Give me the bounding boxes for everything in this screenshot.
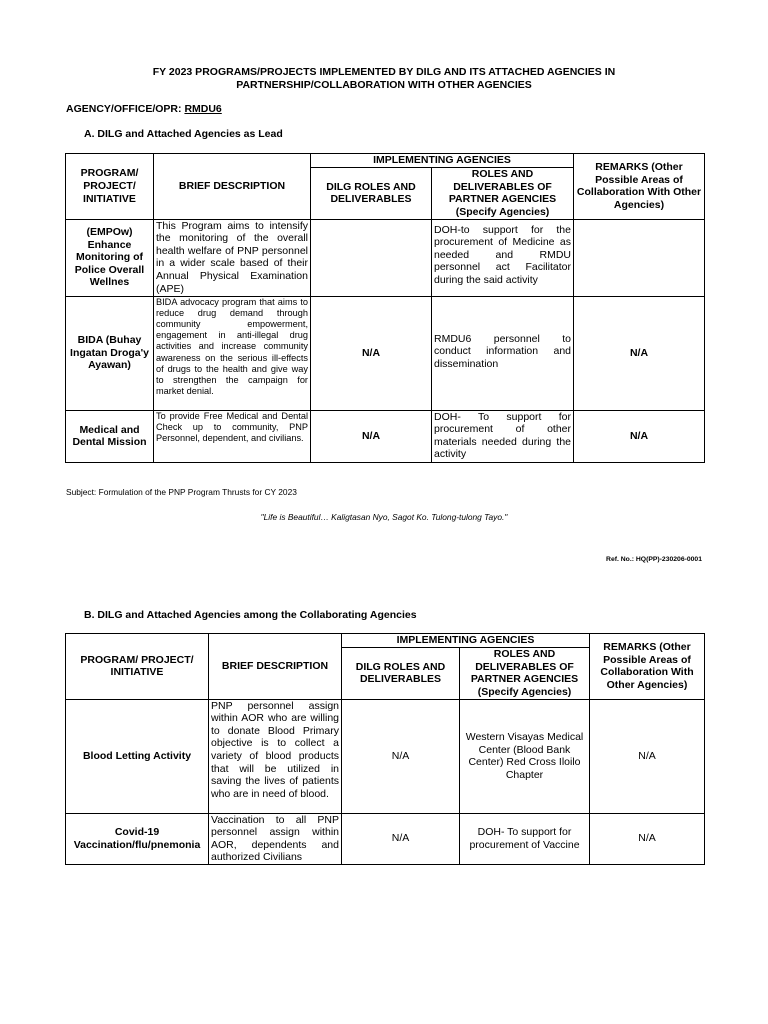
header-program: PROGRAM/ PROJECT/ INITIATIVE — [66, 634, 209, 700]
dilg-cell — [311, 219, 432, 296]
table-b — [65, 633, 705, 865]
motto: "Life is Beautiful… Kaligtasan Nyo, Sagot Ko. Tulong-tulong Tayo." — [260, 512, 508, 522]
header-program: PROGRAM/ PROJECT/ INITIATIVE — [66, 154, 154, 220]
header-remarks: REMARKS (Other Possible Areas of Collaboration With Other Agencies) — [574, 154, 705, 220]
remarks-cell — [574, 219, 705, 296]
header-partner-roles — [460, 647, 590, 699]
partner-cell: RMDU6 personnel to conduct information and dissemination — [432, 296, 574, 410]
specify-label: (Specify Agencies) — [477, 685, 572, 698]
brief-cell: PNP personnel assign within AOR who are willing to donate Blood Primary objective is to collect a variety of blood products that will be utilized in saving the lives of patients who are in need of blood. — [209, 699, 342, 813]
subject-line: Subject: Formulation of the PNP Program Thrusts for CY 2023 — [66, 487, 297, 497]
title-line-1: FY 2023 PROGRAMS/PROJECTS IMPLEMENTED BY DILG AND ITS ATTACHED AGENCIES IN — [152, 66, 616, 78]
table-row — [66, 699, 705, 813]
remarks-cell: N/A — [574, 296, 705, 410]
dilg-cell: N/A — [342, 699, 460, 813]
document-title — [0, 66, 768, 92]
partner-cell: DOH-to support for the procurement of Medicine as needed and RMDU personnel act Facilitator during the said activity — [432, 219, 574, 296]
remarks-cell: N/A — [574, 410, 705, 462]
program-cell: Covid-19 Vaccination/flu/pnemonia — [66, 813, 209, 864]
dilg-cell: N/A — [311, 410, 432, 462]
table-a — [65, 153, 705, 463]
partner-roles-label: ROLES AND DELIVERABLES OF PARTNER AGENCIES — [470, 647, 579, 686]
dilg-cell: N/A — [311, 296, 432, 410]
header-partner-roles — [432, 167, 574, 219]
header-brief: BRIEF DESCRIPTION — [154, 154, 311, 220]
brief-cell: This Program aims to intensify the monitoring of the overall health welfare of PNP personnel in a wider scale based of their Annual Physical Examination (APE) — [154, 219, 311, 296]
remarks-cell: N/A — [590, 699, 705, 813]
title-line-2: PARTNERSHIP/COLLABORATION WITH OTHER AGENCIES — [236, 79, 532, 91]
section-a-heading: A. DILG and Attached Agencies as Lead — [84, 128, 283, 140]
program-cell: Blood Letting Activity — [66, 699, 209, 813]
table-row — [66, 410, 705, 462]
reference-number: Ref. No.: HQ(PP)-230206-0001 — [606, 556, 702, 563]
header-implementing: IMPLEMENTING AGENCIES — [342, 634, 590, 648]
brief-cell: BIDA advocacy program that aims to reduce drug demand through community empowerment, engagement in anti-illegal drug activities and increase community awareness on the serious ill-effects of drugs to the health and give way to strengthen the campaign for market denial. — [154, 296, 311, 410]
agency-line — [66, 103, 222, 115]
specify-label: (Specify Agencies) — [455, 205, 550, 218]
brief-cell: Vaccination to all PNP personnel assign within AOR, dependents and authorized Civilians — [209, 813, 342, 864]
header-implementing: IMPLEMENTING AGENCIES — [311, 154, 574, 168]
partner-cell: Western Visayas Medical Center (Blood Bank Center) Red Cross Iloilo Chapter — [460, 699, 590, 813]
header-dilg-roles: DILG ROLES AND DELIVERABLES — [342, 647, 460, 699]
brief-cell: To provide Free Medical and Dental Check up to community, PNP Personnel, dependent, and civilians. — [154, 410, 311, 462]
partner-cell: DOH- To support for procurement of other materials needed during the activity — [432, 410, 574, 462]
table-row — [66, 813, 705, 864]
partner-cell: DOH- To support for procurement of Vaccine — [460, 813, 590, 864]
program-cell: BIDA (Buhay Ingatan Droga'y Ayawan) — [66, 296, 154, 410]
header-remarks: REMARKS (Other Possible Areas of Collaboration With Other Agencies) — [590, 634, 705, 700]
table-row — [66, 219, 705, 296]
program-cell: (EMPOw) Enhance Monitoring of Police Overall Wellnes — [66, 219, 154, 296]
program-cell: Medical and Dental Mission — [66, 410, 154, 462]
table-row — [66, 296, 705, 410]
header-dilg-roles: DILG ROLES AND DELIVERABLES — [311, 167, 432, 219]
remarks-cell: N/A — [590, 813, 705, 864]
partner-roles-label: ROLES AND DELIVERABLES OF PARTNER AGENCIES — [448, 167, 557, 206]
header-brief: BRIEF DESCRIPTION — [209, 634, 342, 700]
agency-label: AGENCY/OFFICE/OPR: — [66, 103, 182, 115]
dilg-cell: N/A — [342, 813, 460, 864]
agency-value: RMDU6 — [184, 103, 222, 115]
section-b-heading: B. DILG and Attached Agencies among the Collaborating Agencies — [84, 609, 417, 621]
